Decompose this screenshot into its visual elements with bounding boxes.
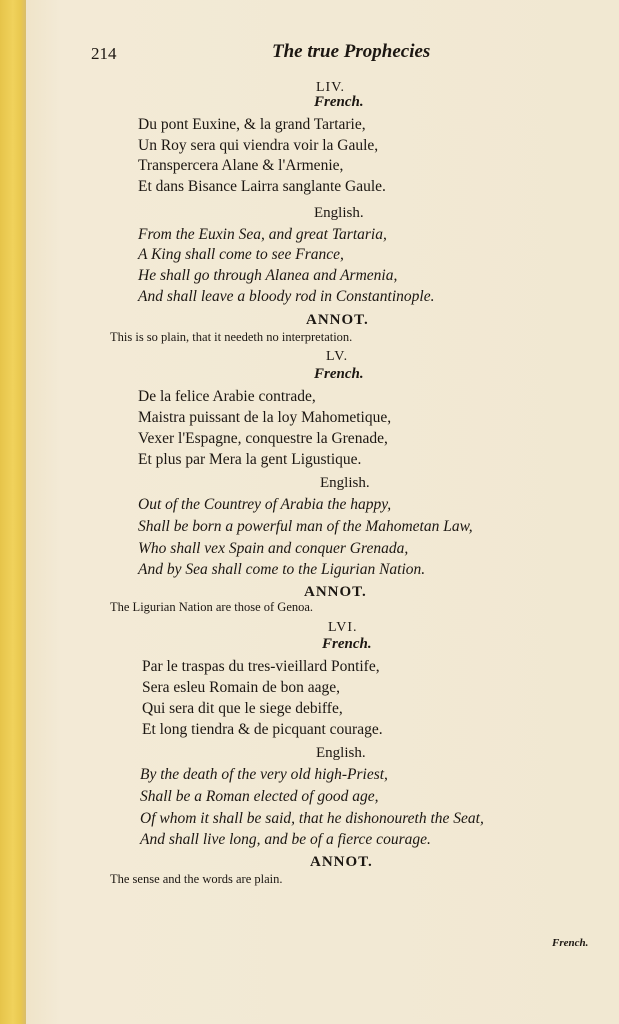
verse-line: Vexer l'Espagne, conquestre la Grenade, — [138, 430, 388, 447]
verse-line: He shall go through Alanea and Armenia, — [138, 267, 398, 284]
page-number: 214 — [91, 44, 117, 63]
catchword: French. — [552, 937, 589, 949]
verse-line: Et dans Bisance Lairra sanglante Gaule. — [138, 178, 386, 195]
english-label: English. — [320, 475, 370, 491]
running-title: The true Prophecies — [272, 41, 431, 62]
verse-line: Shall be born a powerful man of the Mahometan Law, — [138, 518, 473, 535]
verse-line: From the Euxin Sea, and great Tartaria, — [138, 226, 387, 243]
verse-line: By the death of the very old high-Priest, — [140, 766, 388, 783]
annotation: The Ligurian Nation are those of Genoa. — [110, 600, 314, 614]
quatrain-number: LV. — [326, 349, 349, 364]
verse-line: De la felice Arabie contrade, — [138, 388, 316, 405]
verse-line: Et plus par Mera la gent Ligustique. — [138, 451, 362, 468]
verse-line: And shall live long, and be of a fierce courage. — [140, 831, 431, 848]
french-label: French. — [314, 94, 364, 110]
annot-heading: ANNOT. — [310, 854, 373, 870]
quatrain-number: LVI. — [328, 620, 358, 635]
english-label: English. — [314, 205, 364, 221]
verse-line: Shall be a Roman elected of good age, — [140, 788, 379, 805]
annot-heading: ANNOT. — [304, 584, 367, 600]
annot-heading: ANNOT. — [306, 312, 369, 328]
verse-line: Et long tiendra & de picquant courage. — [142, 721, 383, 738]
verse-line: Out of the Countrey of Arabia the happy, — [138, 496, 392, 513]
verse-line: Du pont Euxine, & la grand Tartarie, — [138, 116, 366, 133]
annotation: The sense and the words are plain. — [110, 872, 283, 886]
verse-line: Who shall vex Spain and conquer Grenada, — [138, 540, 409, 557]
verse-line: And by Sea shall come to the Ligurian Nation. — [138, 561, 426, 578]
english-label: English. — [316, 745, 366, 761]
verse-line: And shall leave a bloody rod in Constantinople. — [138, 288, 435, 305]
verse-line: Of whom it shall be said, that he dishonoureth the Seat, — [140, 810, 484, 827]
verse-line: Maistra puissant de la loy Mahometique, — [138, 409, 392, 426]
verse-line: Transpercera Alane & l'Armenie, — [138, 157, 344, 174]
verse-line: Sera esleu Romain de bon aage, — [142, 679, 340, 696]
annotation: This is so plain, that it needeth no interpretation. — [110, 330, 353, 344]
quatrain-number: LIV. — [316, 80, 346, 95]
french-label: French. — [322, 636, 372, 652]
verse-line: A King shall come to see France, — [138, 246, 344, 263]
french-label: French. — [314, 366, 364, 382]
verse-line: Par le traspas du tres-vieillard Pontife, — [142, 658, 380, 675]
page-edge — [0, 0, 26, 1024]
verse-line: Qui sera dit que le siege debiffe, — [142, 700, 343, 717]
verse-line: Un Roy sera qui viendra voir la Gaule, — [138, 137, 379, 154]
